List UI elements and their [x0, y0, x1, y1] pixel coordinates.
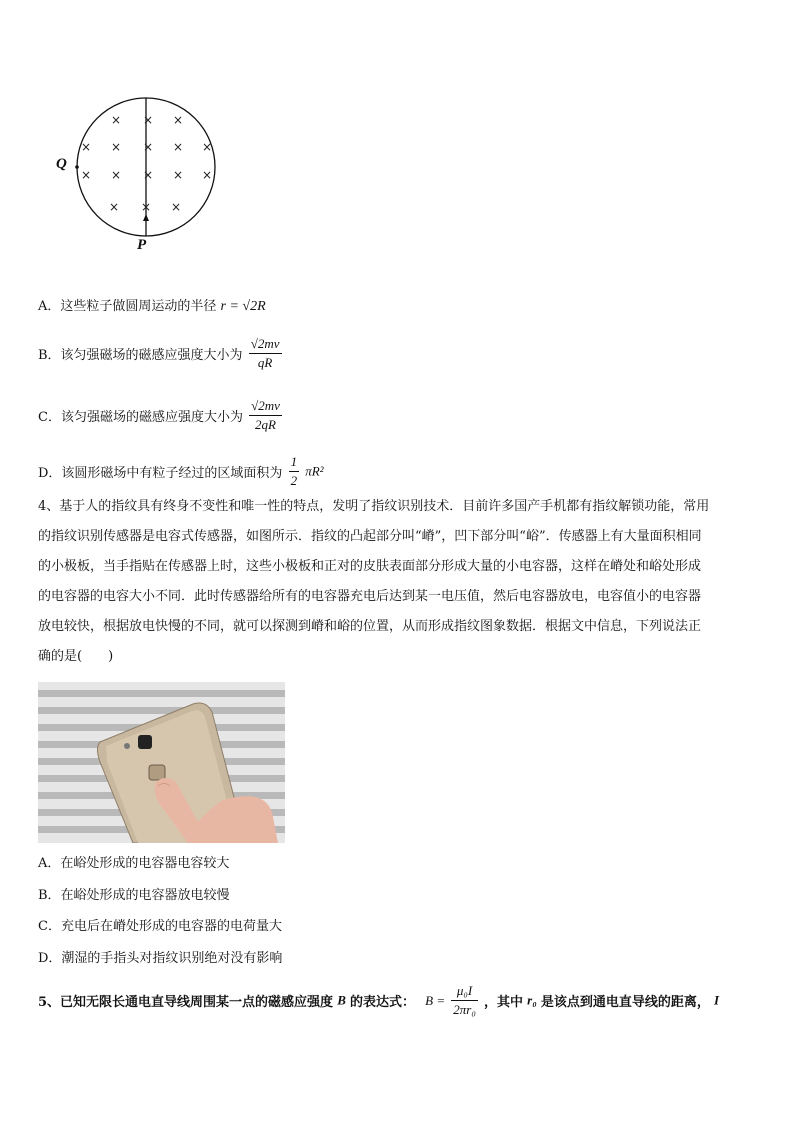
label-p: P — [137, 237, 147, 253]
option-c-numerator: √2mv — [249, 398, 282, 416]
magnetic-field-svg — [50, 95, 230, 260]
label-q: Q — [56, 156, 67, 172]
option-d-text: D．该圆形磁场中有粒子经过的区域面积为 — [38, 466, 283, 481]
q4-line-4: 的电容器的电容大小不同．此时传感器给所有的电容器充电后达到某一电压值，然后电容器放电，电容值小的电容器 — [38, 589, 702, 604]
fingerprint-sensor — [149, 765, 165, 780]
option-c-text: C．该匀强磁场的磁感应强度大小为 — [38, 410, 243, 425]
q4-line-2: 的指纹识别传感器是电容式传感器，如图所示．指纹的凸起部分叫“嵴”，凹下部分叫“峪”．传感器上有大量面积相同 — [38, 529, 702, 544]
q5-after2: 是该点到通电直导线的距离， — [540, 995, 710, 1010]
fingerprint-phone-photo — [38, 682, 285, 843]
magnetic-field-figure — [50, 95, 230, 260]
field-cross-mark: × — [172, 168, 184, 182]
q5-var-i: I — [714, 992, 720, 1008]
option-c-fraction — [249, 398, 282, 433]
field-cross-mark: × — [170, 200, 182, 214]
q3-option-d — [38, 454, 324, 489]
option-b-numerator: √2mv — [249, 336, 282, 354]
q5-mid: 的表达式： — [350, 995, 416, 1010]
field-cross-mark: × — [80, 140, 92, 154]
field-cross-mark: × — [80, 168, 92, 182]
q5-var-r0: r₀ — [527, 992, 537, 1008]
field-cross-mark: × — [142, 168, 154, 182]
field-cross-mark: × — [110, 113, 122, 127]
option-c-denominator: 2qR — [255, 417, 276, 432]
q4-option-a: A．在峪处形成的电容器电容较大 — [38, 856, 230, 871]
q5-denominator: 2πr₀ — [453, 1002, 476, 1017]
q5-fraction — [451, 983, 478, 1018]
option-d-tail: πR² — [305, 463, 324, 479]
field-cross-mark: × — [201, 168, 213, 182]
option-b-text: B．该匀强磁场的磁感应强度大小为 — [38, 348, 243, 363]
field-cross-mark: × — [172, 113, 184, 127]
camera-lens — [138, 735, 152, 749]
field-cross-mark: × — [172, 140, 184, 154]
option-b-denominator: qR — [257, 355, 273, 370]
q5-prefix: 5、已知无限长通电直导线周围某一点的磁感应强度 — [38, 995, 334, 1010]
field-cross-mark: × — [108, 200, 120, 214]
phone-photo-svg — [38, 682, 285, 843]
q4-option-d: D．潮湿的手指头对指纹识别绝对没有影响 — [38, 951, 283, 966]
q3-option-c — [38, 398, 284, 433]
q4-line-5: 放电较快，根据放电快慢的不同，就可以探测到嵴和峪的位置，从而形成指纹图象数据．根据文中信息，下列说法正 — [38, 619, 702, 634]
point-q-dot — [75, 165, 79, 169]
q4-line-6: 确的是( ) — [38, 649, 114, 664]
entry-arrow — [143, 214, 149, 221]
q4-line-1: 4、基于人的指纹具有终身不变性和唯一性的特点，发明了指纹识别技术．目前许多国产手机都有指纹解锁功能，常用 — [38, 499, 710, 514]
q4-option-c: C．充电后在嵴处形成的电容器的电荷量大 — [38, 919, 282, 934]
field-cross-mark: × — [110, 168, 122, 182]
q4-option-b: B．在峪处形成的电容器放电较慢 — [38, 888, 230, 903]
q3-option-b — [38, 336, 284, 371]
field-cross-mark: × — [142, 113, 154, 127]
wall-stripe — [38, 707, 285, 714]
field-cross-mark: × — [140, 200, 152, 214]
q4-line-3: 的小极板，当手指贴在传感器上时，这些小极板和正对的皮肤表面部分形成大量的小电容器，这样在嵴处和峪处形成 — [38, 559, 702, 574]
wall-stripe — [38, 690, 285, 697]
field-cross-mark: × — [142, 140, 154, 154]
camera-flash — [124, 743, 130, 749]
q4-stem — [38, 492, 758, 672]
option-b-fraction — [249, 336, 282, 371]
option-d-fraction — [289, 454, 300, 489]
field-cross-mark: × — [201, 140, 213, 154]
q5-formula-lhs: B = — [425, 992, 446, 1008]
q5-stem — [38, 983, 758, 1018]
option-a-formula: r = √2R — [220, 299, 266, 314]
q5-after: ，其中 — [484, 995, 524, 1010]
option-d-numerator: 1 — [289, 454, 300, 472]
option-a-text: A．这些粒子做圆周运动的半径 — [38, 299, 217, 314]
q5-var-b: B — [337, 992, 346, 1008]
q3-option-a — [38, 295, 266, 315]
option-d-denominator: 2 — [290, 473, 298, 488]
q5-numerator: μ₀I — [451, 983, 478, 1001]
field-cross-mark: × — [110, 140, 122, 154]
